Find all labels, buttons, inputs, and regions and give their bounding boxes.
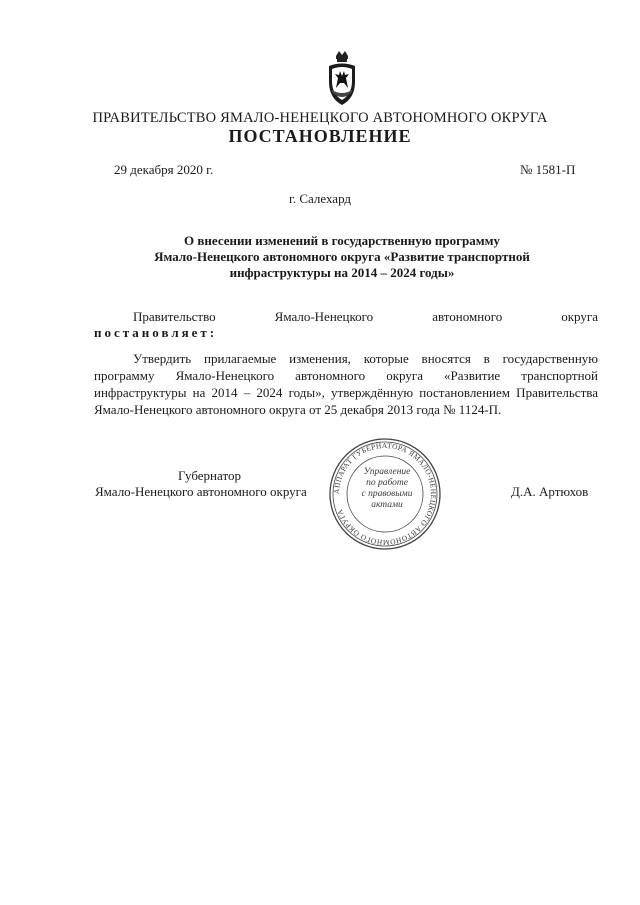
title-line: инфраструктуры на 2014 – 2024 годы» — [229, 265, 455, 280]
seal-center-text — [352, 467, 422, 511]
seal-line: актами — [371, 500, 403, 510]
coat-of-arms-emblem — [327, 50, 357, 108]
document-city: г. Салехард — [288, 191, 352, 206]
seal-ring-text: АППАРАТ ГУБЕРНАТОРА ЯМАЛО-НЕНЕЦКОГО АВТОНОМНОГО ОКРУГА — [331, 440, 439, 548]
title-line: Ямало-Ненецкого автономного округа «Развитие транспортной — [154, 249, 530, 264]
signer-name: Д.А. Артюхов — [511, 484, 589, 499]
document-date: 29 декабря 2020 г. — [114, 162, 214, 177]
document-title — [100, 233, 584, 281]
decree-verb: постановляет: — [94, 325, 218, 340]
document-type: ПОСТАНОВЛЕНИЕ — [228, 126, 412, 146]
organization-name: ПРАВИТЕЛЬСТВО ЯМАЛО-НЕНЕЦКОГО АВТОНОМНОГО ОКРУГА — [92, 110, 548, 126]
seal-line: Управление — [363, 467, 411, 477]
decree-body-paragraph: Утвердить прилагаемые изменения, которые вносятся в государственную программу Ямало-Ненецкого автономного округа «Развитие транспортной инфраструктуры на 2014 – 2024 годы», утверждённую постановлением Правительства Ямало-Ненецкого автономного округа от 25 декабря 2013 года № 1124-П. — [94, 351, 598, 417]
signer-organization: Ямало-Ненецкого автономного округа — [95, 484, 307, 499]
preamble-word: Правительство — [133, 309, 216, 324]
signer-position: Губернатор — [178, 468, 241, 483]
document-number: № 1581-П — [520, 162, 576, 177]
title-line: О внесении изменений в государственную программу — [184, 233, 500, 248]
decree-preamble — [94, 309, 598, 341]
preamble-word: Ямало-Ненецкого — [274, 309, 374, 324]
preamble-word: округа — [561, 309, 598, 324]
preamble-word: автономного — [432, 309, 503, 324]
seal-line: с правовыми — [361, 489, 413, 499]
seal-line: по работе — [366, 478, 408, 488]
